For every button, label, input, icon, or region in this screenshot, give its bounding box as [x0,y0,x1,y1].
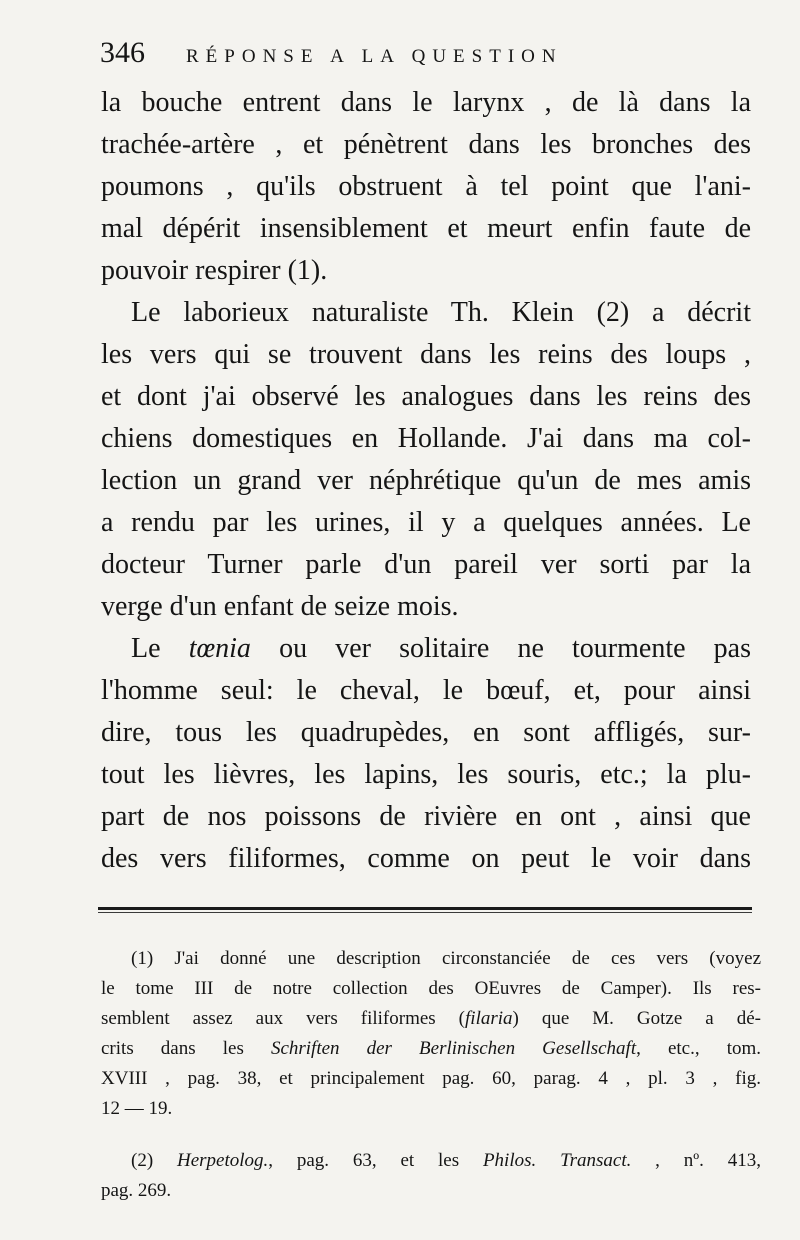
text-line: Le laborieux naturaliste Th. Klein (2) a décrit [131,297,751,328]
text-fragment: ) que M. Gotze a dé- [512,1008,761,1029]
body-text [101,82,751,880]
footnote-rule [98,907,752,910]
text-line: chiens domestiques en Hollande. J'ai dans ma col- [101,423,751,454]
text-fragment: semblent assez aux vers filiformes ( [101,1008,466,1029]
footnote-line [101,1034,761,1064]
text-line: verge d'un enfant de seize mois. [101,591,459,622]
footnote-line: le tome III de notre collection des OEuvres de Camper). Ils res- [101,978,761,999]
page-header [100,36,760,76]
footnote-line: 12 — 19. [101,1098,173,1119]
running-head: RÉPONSE A LA QUESTION [186,46,563,67]
footnote-2 [101,1146,761,1206]
text-fragment: , nº. 413, [631,1150,761,1171]
text-line: a rendu par les urines, il y a quelques années. Le [101,507,751,538]
paragraph [101,292,751,628]
footnote-line: pag. 269. [101,1180,172,1201]
text-line: lection un grand ver néphrétique qu'un de mes amis [101,465,751,496]
text-fragment: (2) [131,1150,177,1171]
italic-term: tœnia [188,633,251,664]
text-line: les vers qui se trouvent dans les reins des loups , [101,339,751,370]
paragraph [101,82,751,292]
footnote-rule-thin [98,912,752,913]
text-line: trachée-artère , et pénètrent dans les bronches des [101,129,751,160]
text-line [101,628,751,670]
italic-title: Philos. Transact. [482,1150,632,1171]
italic-title: Schriften der Berlinischen Gesellschaft [270,1038,637,1059]
text-fragment: crits dans les [101,1038,271,1059]
italic-term: filaria [465,1008,513,1029]
text-line: la bouche entrent dans le larynx , de là dans la [101,87,751,118]
text-line: docteur Turner parle d'un pareil ver sorti par la [101,549,751,580]
text-fragment: Le [131,633,189,664]
text-fragment: ou ver solitaire ne tourmente pas [250,633,752,664]
text-line: part de nos poissons de rivière en ont , ainsi que [101,801,751,832]
italic-title: Herpetolog. [176,1150,269,1171]
footnote-line: (1) J'ai donné une description circonstanciée de ces vers (voyez [131,948,761,969]
text-line: tout les lièvres, les lapins, les souris, etc.; la plu- [101,759,751,790]
footnote-line [101,1146,761,1176]
text-line: l'homme seul: le cheval, le bœuf, et, pour ainsi [101,675,751,706]
text-line: mal dépérit insensiblement et meurt enfin faute de [101,213,751,244]
text-line: dire, tous les quadrupèdes, en sont affligés, sur- [101,717,751,748]
footnotes [101,944,761,1206]
text-line: des vers filiformes, comme on peut le voir dans [101,843,751,874]
text-line: poumons , qu'ils obstruent à tel point que l'ani- [101,171,751,202]
text-fragment: , pag. 63, et les [268,1150,483,1171]
footnote-line [101,1004,761,1034]
page-number: 346 [100,36,145,69]
text-line: pouvoir respirer (1). [101,255,328,286]
footnote-1 [101,944,761,1124]
text-fragment: , etc., tom. [636,1038,761,1059]
paragraph [101,628,751,880]
text-line: et dont j'ai observé les analogues dans les reins des [101,381,751,412]
footnote-line: XVIII , pag. 38, et principalement pag. 60, parag. 4 , pl. 3 , fig. [101,1068,761,1089]
